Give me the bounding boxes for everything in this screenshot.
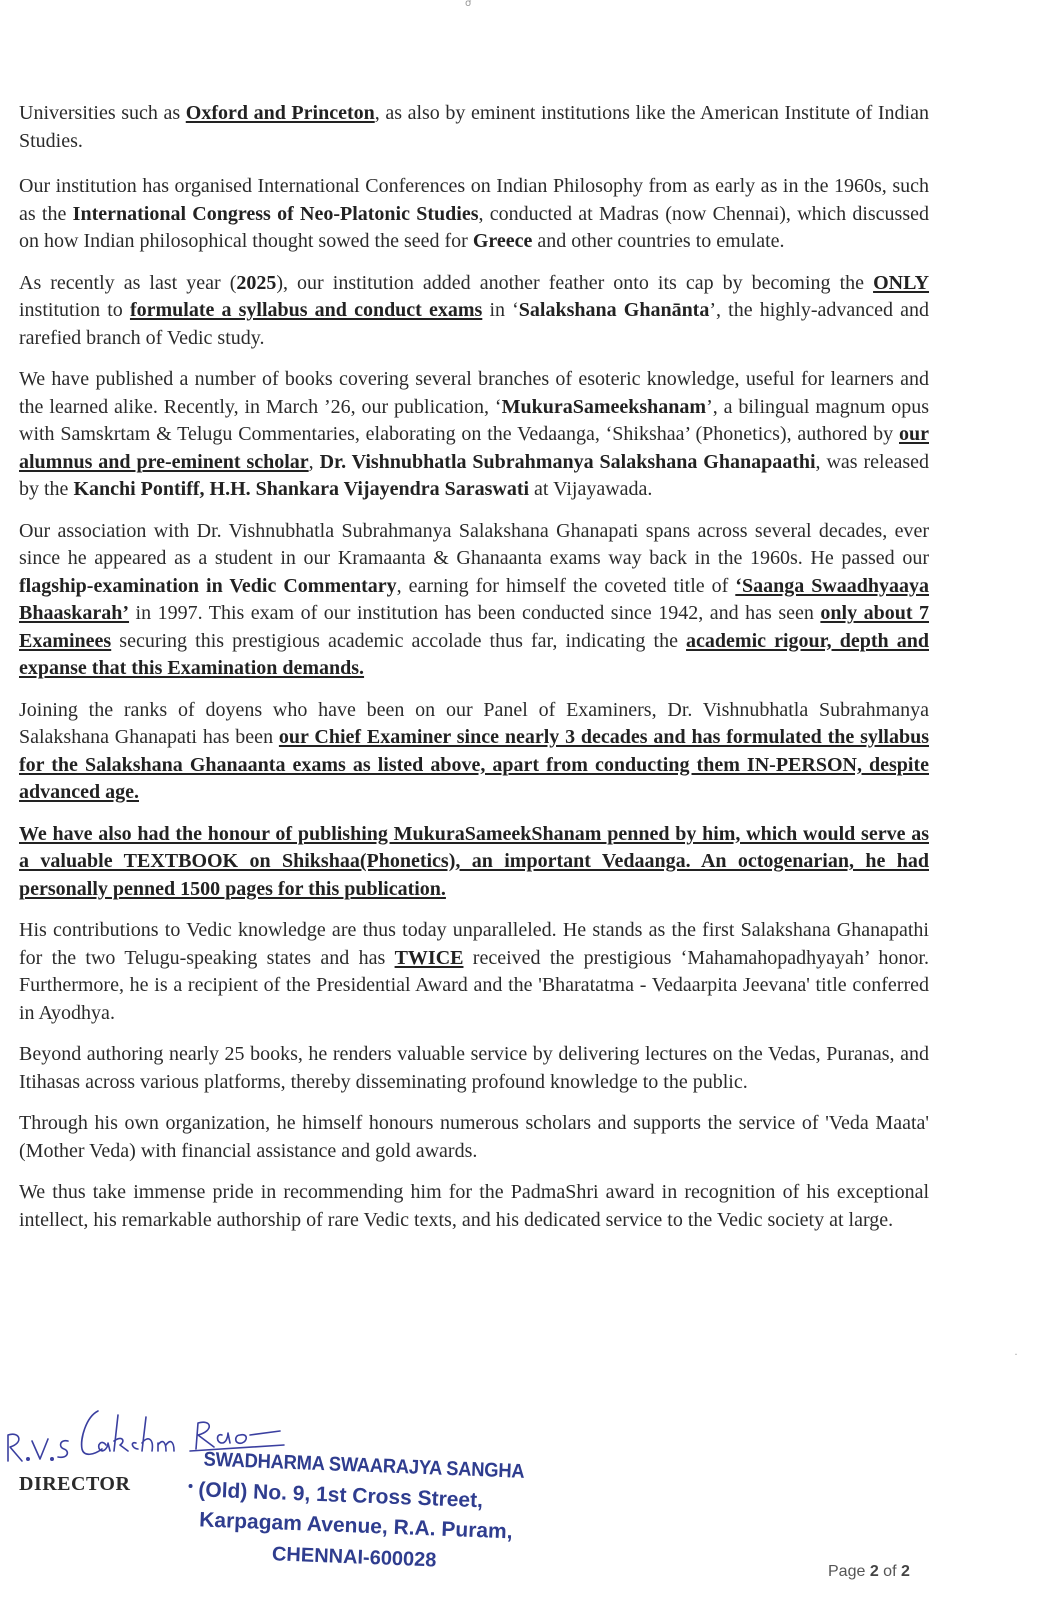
emphasis-text: our alumnus and pre-eminent scholar [19,423,929,473]
paragraph [19,1041,929,1096]
text-run: We thus take immense pride in recommending him for the PadmaShri award in recognition of his exceptional intellect, his remarkable authorship of rare Vedic texts, and his dedicated service to the Vedic society at large. [19,1181,929,1231]
emphasis-text: ONLY [873,271,930,294]
emphasis-text: our Chief Examiner since nearly 3 decades and has formulated the syllabus for the Salakshana Ghanaanta exams as listed above, apart from conducting them IN-PERSON, despite advanced age. [19,726,929,803]
bold-underlined-text [130,299,482,321]
emphasis-text: academic rigour, depth and expanse that this Examination demands. [19,629,929,679]
bold-text: 2025 [236,271,277,294]
page-prefix: Page [828,1563,870,1580]
text-run: ), our institution added another feather onto its cap by becoming the [276,271,874,294]
text-run: institution to [19,299,130,321]
bold-underlined-text [186,102,375,124]
bold-text: Dr. Vishnubhatla Subrahmanya Salakshana Ghanapaathi [319,450,816,473]
stamp-line-address-2: Karpagam Avenue, R.A. Puram, [198,1508,514,1544]
page-total: 2 [900,1563,910,1580]
stamp-line-city: CHENNAI-600028 [271,1543,437,1572]
paragraph [19,173,929,256]
text-run: , conducted at Madras (now Chennai), which discussed on how Indian philosophical thought sowed the seed for [19,202,930,252]
bold-underlined-text [19,823,929,900]
paragraph [19,366,929,504]
paragraph [19,518,929,683]
text-run: received the prestigious ‘Mahamahopadhyayah’ honor. Furthermore, he is a recipient of the Presidential Award and the 'Bharatatma - Vedaarpita Jeevana' title conferred in Ayodhya. [19,946,929,1024]
bold-underlined-text [873,272,929,294]
stamp-line-name: SWADHARMA SWAARAJYA SANGHA [203,1448,525,1483]
text-run: and other countries to emulate. [532,230,785,252]
text-run: in ‘ [482,299,519,321]
bold-text: Kanchi Pontiff, H.H. Shankara Vijayendra Saraswati [73,478,530,500]
bold-underlined-text [395,947,464,969]
emphasis-text: formulate a syllabus and conduct exams [129,299,483,321]
page-middle: of [878,1563,901,1580]
emphasis-text: TWICE [394,946,464,969]
text-run: ’, a bilingual magnum opus with Samskrtam & Telugu Commentaries, elaborating on the Vedaanga, ‘Shikshaa’ (Phonetics), authored by [19,395,929,445]
text-run: Through his own organization, he himself honours numerous scholars and supports the service of 'Veda Maata' (Mother Veda) with financial assistance and gold awards. [19,1112,929,1162]
paragraph [19,917,929,1027]
text-run: securing this prestigious academic accolade thus far, indicating the [111,629,687,652]
bold-text: Salakshana Ghanānta [518,299,710,321]
emphasis-text: Oxford and Princeton [185,102,375,124]
scan-mark: σ [465,0,472,9]
text-run: at Vijayawada. [529,478,653,500]
text-run: As recently as last year ( [19,271,237,294]
emphasis-text: only about 7 Examinees [19,602,929,652]
paragraph [19,1110,929,1165]
paragraph [19,100,929,155]
paragraph [19,821,929,904]
bold-text: flagship-examination in Vedic Commentary [19,574,397,597]
bold-text: International Congress of Neo-Platonic Studies [72,202,479,225]
text-run: His contributions to Vedic knowledge are thus today unparalleled. He stands as the first Salakshana Ghanapathi for the two Telugu-speaking states and has [19,919,929,969]
text-run: Our institution has organised International Conferences on Indian Philosophy from as early as in the 1960s, such as the [19,175,929,225]
letter-body [19,100,929,1248]
paragraph [19,1179,929,1234]
emphasis-text: We have also had the honour of publishing MukuraSameekShanam penned by him, which would serve as a valuable TEXTBOOK on Shikshaa(Phonetics), an important Vedaanga. An octogenarian, he had personally penned 1500 pages for this publication. [19,822,929,900]
text-run: , [308,450,320,473]
stamp-dot [188,1484,192,1488]
stamp-line-address-1: (Old) No. 9, 1st Cross Street, [197,1478,484,1513]
text-run: ’, the highly-advanced and rarefied branch of Vedic study. [19,299,930,349]
paragraph [19,270,929,353]
emphasis-text: ‘Saanga Swaadhyaaya Bhaaskarah’ [19,574,930,624]
paragraph [19,697,929,807]
scan-edge-mark: ˙ [1013,1352,1019,1366]
text-run: Joining the ranks of doyens who have been on our Panel of Examiners, Dr. Vishnubhatla Subrahmanya Salakshana Ghanapati has been [19,698,929,748]
bold-text: Greece [472,230,533,252]
page-current: 2 [869,1563,879,1580]
bold-text: MukuraSameekshanam [501,395,707,418]
institution-stamp [184,1448,549,1612]
page-number [828,1563,910,1581]
text-run: Beyond authoring nearly 25 books, he renders valuable service by delivering lectures on the Vedas, Puranas, and Itihasas across various platforms, thereby disseminating profound knowledge to the public. [19,1043,929,1093]
text-run: , as also by eminent institutions like the American Institute of Indian Studies. [19,102,929,152]
text-run: , was released by the [19,450,930,500]
text-run: Universities such as [19,102,186,124]
text-run: in 1997. This exam of our institution has been conducted since 1942, and has seen [129,602,821,624]
text-run: Our association with Dr. Vishnubhatla Subrahmanya Salakshana Ghanapati spans across several decades, ever since he appeared as a student in our Kramaanta & Ghanaanta exams way back in the 1960s. He passed our [19,519,929,569]
director-label: DIRECTOR [19,1473,131,1495]
text-run: We have published a number of books covering several branches of esoteric knowledge, useful for learners and the learned alike. Recently, in March ’26, our publication, ‘ [19,368,929,418]
text-run: , earning for himself the coveted title of [396,574,736,597]
